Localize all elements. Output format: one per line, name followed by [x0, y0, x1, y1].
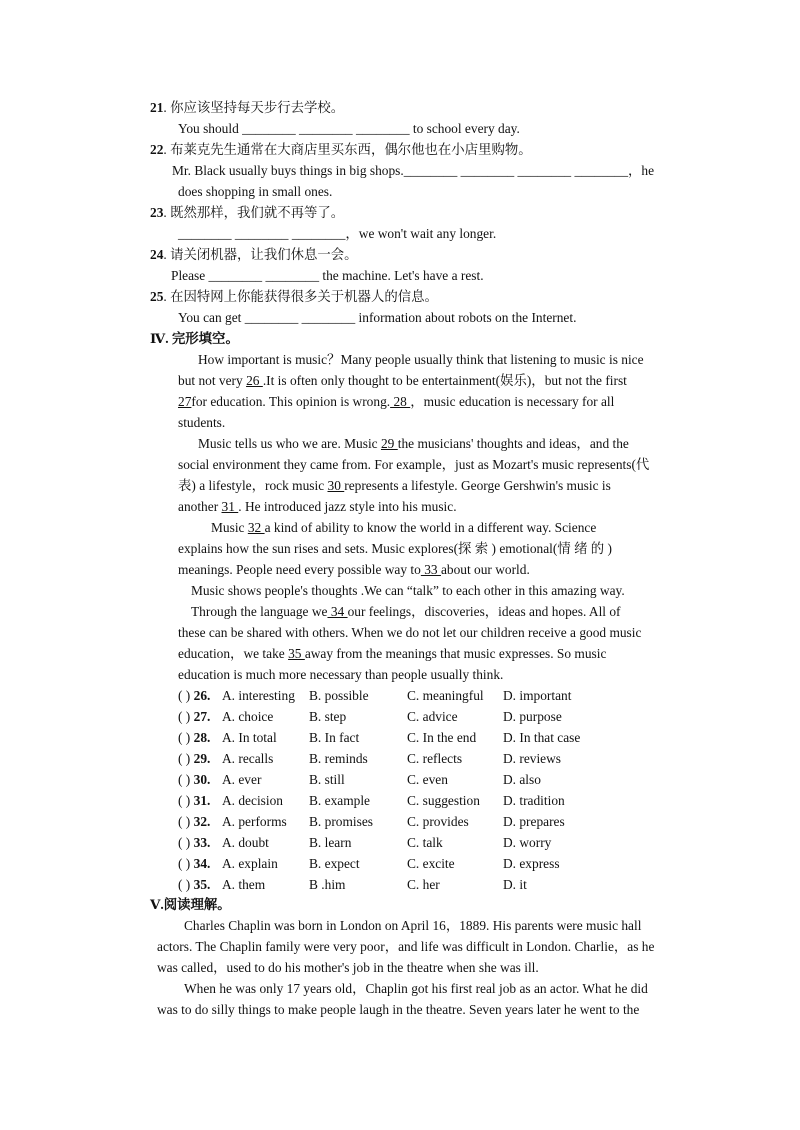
blank-31: 31: [221, 499, 239, 514]
question-22-cn: [150, 141, 532, 159]
cloze-line: another 31 . He introduced jazz style into his music.: [178, 499, 457, 514]
blank-30: 30: [327, 478, 345, 493]
option-number: 34.: [193, 856, 211, 871]
option-b: B. reminds: [309, 751, 368, 766]
question-number: 22: [150, 142, 164, 157]
question-22-en-line1: Mr. Black usually buys things in big shops.________ ________ ________ ________，he: [172, 163, 655, 178]
question-number: 23: [150, 205, 164, 220]
answer-bracket: ( ): [178, 751, 194, 766]
reading-line: was to do silly things to make people laugh in the theatre. Seven years later he went to the: [157, 1002, 640, 1017]
question-23-en: ________ ________ ________，we won't wait any longer.: [178, 226, 497, 241]
option-d: D. In that case: [503, 730, 581, 745]
option-a: A. recalls: [222, 751, 274, 766]
option-number: 29.: [193, 751, 211, 766]
question-21-cn: [150, 99, 344, 117]
option-d: D. reviews: [503, 751, 562, 766]
option-a: A. In total: [222, 730, 277, 745]
cloze-line: Music shows people's thoughts .We can “talk” to each other in this amazing way.: [191, 583, 625, 598]
answer-bracket: ( ): [178, 856, 194, 871]
option-number: 26.: [193, 688, 211, 703]
question-text: . 你应该坚持每天步行去学校。: [163, 100, 345, 115]
option-d: D. it: [503, 877, 527, 892]
answer-bracket: ( ): [178, 877, 194, 892]
blank-26: 26: [246, 373, 263, 388]
option-c: C. talk: [407, 835, 443, 850]
option-number: 35.: [193, 877, 211, 892]
blank-27: 27: [178, 394, 192, 409]
answer-bracket: ( ): [178, 688, 194, 703]
option-a: A. choice: [222, 709, 274, 724]
section-heading-reading: Ⅴ.阅读理解。: [150, 897, 231, 912]
answer-bracket: ( ): [178, 835, 194, 850]
option-c: C. advice: [407, 709, 458, 724]
option-number: 32.: [193, 814, 211, 829]
option-c: C. excite: [407, 856, 455, 871]
section-heading-cloze: Ⅳ. 完形填空。: [150, 331, 239, 346]
answer-bracket: ( ): [178, 814, 194, 829]
question-21-en: You should ________ ________ ________ to school every day.: [178, 121, 520, 136]
question-text: . 请关闭机器，让我们休息一会。: [163, 247, 358, 262]
cloze-line: students.: [178, 415, 226, 430]
cloze-line: How important is music？Many people usually think that listening to music is nice: [198, 352, 644, 367]
option-b: B. possible: [309, 688, 369, 703]
option-a: A. interesting: [222, 688, 295, 703]
cloze-line: these can be shared with others. When we do not let our children receive a good music: [178, 625, 642, 640]
answer-bracket: ( ): [178, 793, 194, 808]
cloze-line: meanings. People need every possible way to 33 about our world.: [178, 562, 530, 577]
option-c: C. meaningful: [407, 688, 484, 703]
option-c: C. In the end: [407, 730, 477, 745]
reading-line: was called，used to do his mother's job in the theatre when she was ill.: [157, 960, 539, 975]
blank-28: 28: [390, 394, 411, 409]
question-text: . 既然那样，我们就不再等了。: [163, 205, 345, 220]
answer-bracket: ( ): [178, 730, 194, 745]
option-number: 31.: [193, 793, 211, 808]
answer-paren: [178, 750, 210, 768]
option-a: A. them: [222, 877, 266, 892]
blank-33: 33: [420, 562, 441, 577]
option-d: D. worry: [503, 835, 552, 850]
option-c: C. provides: [407, 814, 469, 829]
cloze-line: education is much more necessary than people usually think.: [178, 667, 504, 682]
option-d: D. tradition: [503, 793, 565, 808]
option-a: A. explain: [222, 856, 278, 871]
question-text: . 布莱克先生通常在大商店里买东西，偶尔他也在小店里购物。: [163, 142, 532, 157]
blank-32: 32: [247, 520, 265, 535]
answer-paren: [178, 876, 210, 894]
option-c: C. reflects: [407, 751, 463, 766]
answer-paren: [178, 708, 210, 726]
question-25-en: You can get ________ ________ information about robots on the Internet.: [178, 310, 577, 325]
option-c: C. even: [407, 772, 448, 787]
option-b: B. learn: [309, 835, 352, 850]
answer-paren: [178, 855, 210, 873]
blank-34: 34: [327, 604, 348, 619]
option-a: A. ever: [222, 772, 262, 787]
cloze-line: 表) a lifestyle，rock music 30 represents a lifestyle. George Gershwin's music is: [178, 478, 611, 493]
option-b: B .him: [309, 877, 346, 892]
cloze-line: Music tells us who we are. Music 29 the musicians' thoughts and ideas，and the: [198, 436, 629, 451]
answer-paren: [178, 687, 210, 705]
question-number: 24: [150, 247, 164, 262]
answer-paren: [178, 834, 210, 852]
reading-line: actors. The Chaplin family were very poor，and life was difficult in London. Charlie，as he: [157, 939, 655, 954]
option-b: B. promises: [309, 814, 373, 829]
question-25-cn: [150, 288, 438, 306]
option-b: B. expect: [309, 856, 360, 871]
option-d: D. prepares: [503, 814, 565, 829]
question-number: 21: [150, 100, 164, 115]
answer-paren: [178, 792, 210, 810]
option-b: B. example: [309, 793, 370, 808]
cloze-line: explains how the sun rises and sets. Music explores(探 索 ) emotional(情 绪 的 ): [178, 541, 613, 556]
cloze-line: social environment they came from. For example，just as Mozart's music represents(代: [178, 457, 650, 472]
question-24-cn: [150, 246, 358, 264]
cloze-line: Music 32 a kind of ability to know the world in a different way. Science: [211, 520, 597, 535]
option-number: 27.: [193, 709, 211, 724]
option-number: 30.: [193, 772, 211, 787]
option-d: D. express: [503, 856, 560, 871]
question-24-en: Please ________ ________ the machine. Let's have a rest.: [171, 268, 484, 283]
answer-paren: [178, 771, 210, 789]
option-number: 33.: [193, 835, 211, 850]
question-23-cn: [150, 204, 344, 222]
answer-paren: [178, 813, 210, 831]
blank-29: 29: [380, 436, 398, 451]
option-c: C. suggestion: [407, 793, 480, 808]
answer-bracket: ( ): [178, 772, 194, 787]
option-a: A. decision: [222, 793, 283, 808]
option-a: A. doubt: [222, 835, 269, 850]
option-d: D. also: [503, 772, 541, 787]
option-a: A. performs: [222, 814, 287, 829]
question-text: . 在因特网上你能获得很多关于机器人的信息。: [163, 289, 438, 304]
reading-line: Charles Chaplin was born in London on April 16，1889. His parents were music hall: [184, 918, 642, 933]
option-b: B. In fact: [309, 730, 360, 745]
question-number: 25: [150, 289, 164, 304]
option-d: D. important: [503, 688, 572, 703]
option-d: D. purpose: [503, 709, 562, 724]
answer-bracket: ( ): [178, 709, 194, 724]
option-number: 28.: [193, 730, 211, 745]
blank-35: 35: [288, 646, 305, 661]
question-22-en-line2: does shopping in small ones.: [178, 184, 333, 199]
cloze-line: but not very 26 .It is often only thought to be entertainment(娱乐)，but not the first: [178, 373, 627, 388]
cloze-line: Through the language we 34 our feelings，discoveries，ideas and hopes. All of: [191, 604, 621, 619]
reading-line: When he was only 17 years old，Chaplin got his first real job as an actor. What he did: [184, 981, 648, 996]
option-c: C. her: [407, 877, 440, 892]
cloze-line: education，we take 35 away from the meanings that music expresses. So music: [178, 646, 607, 661]
answer-paren: [178, 729, 210, 747]
cloze-line: 27for education. This opinion is wrong. 28 ，music education is necessary for all: [178, 394, 615, 409]
option-b: B. still: [309, 772, 345, 787]
option-b: B. step: [309, 709, 347, 724]
